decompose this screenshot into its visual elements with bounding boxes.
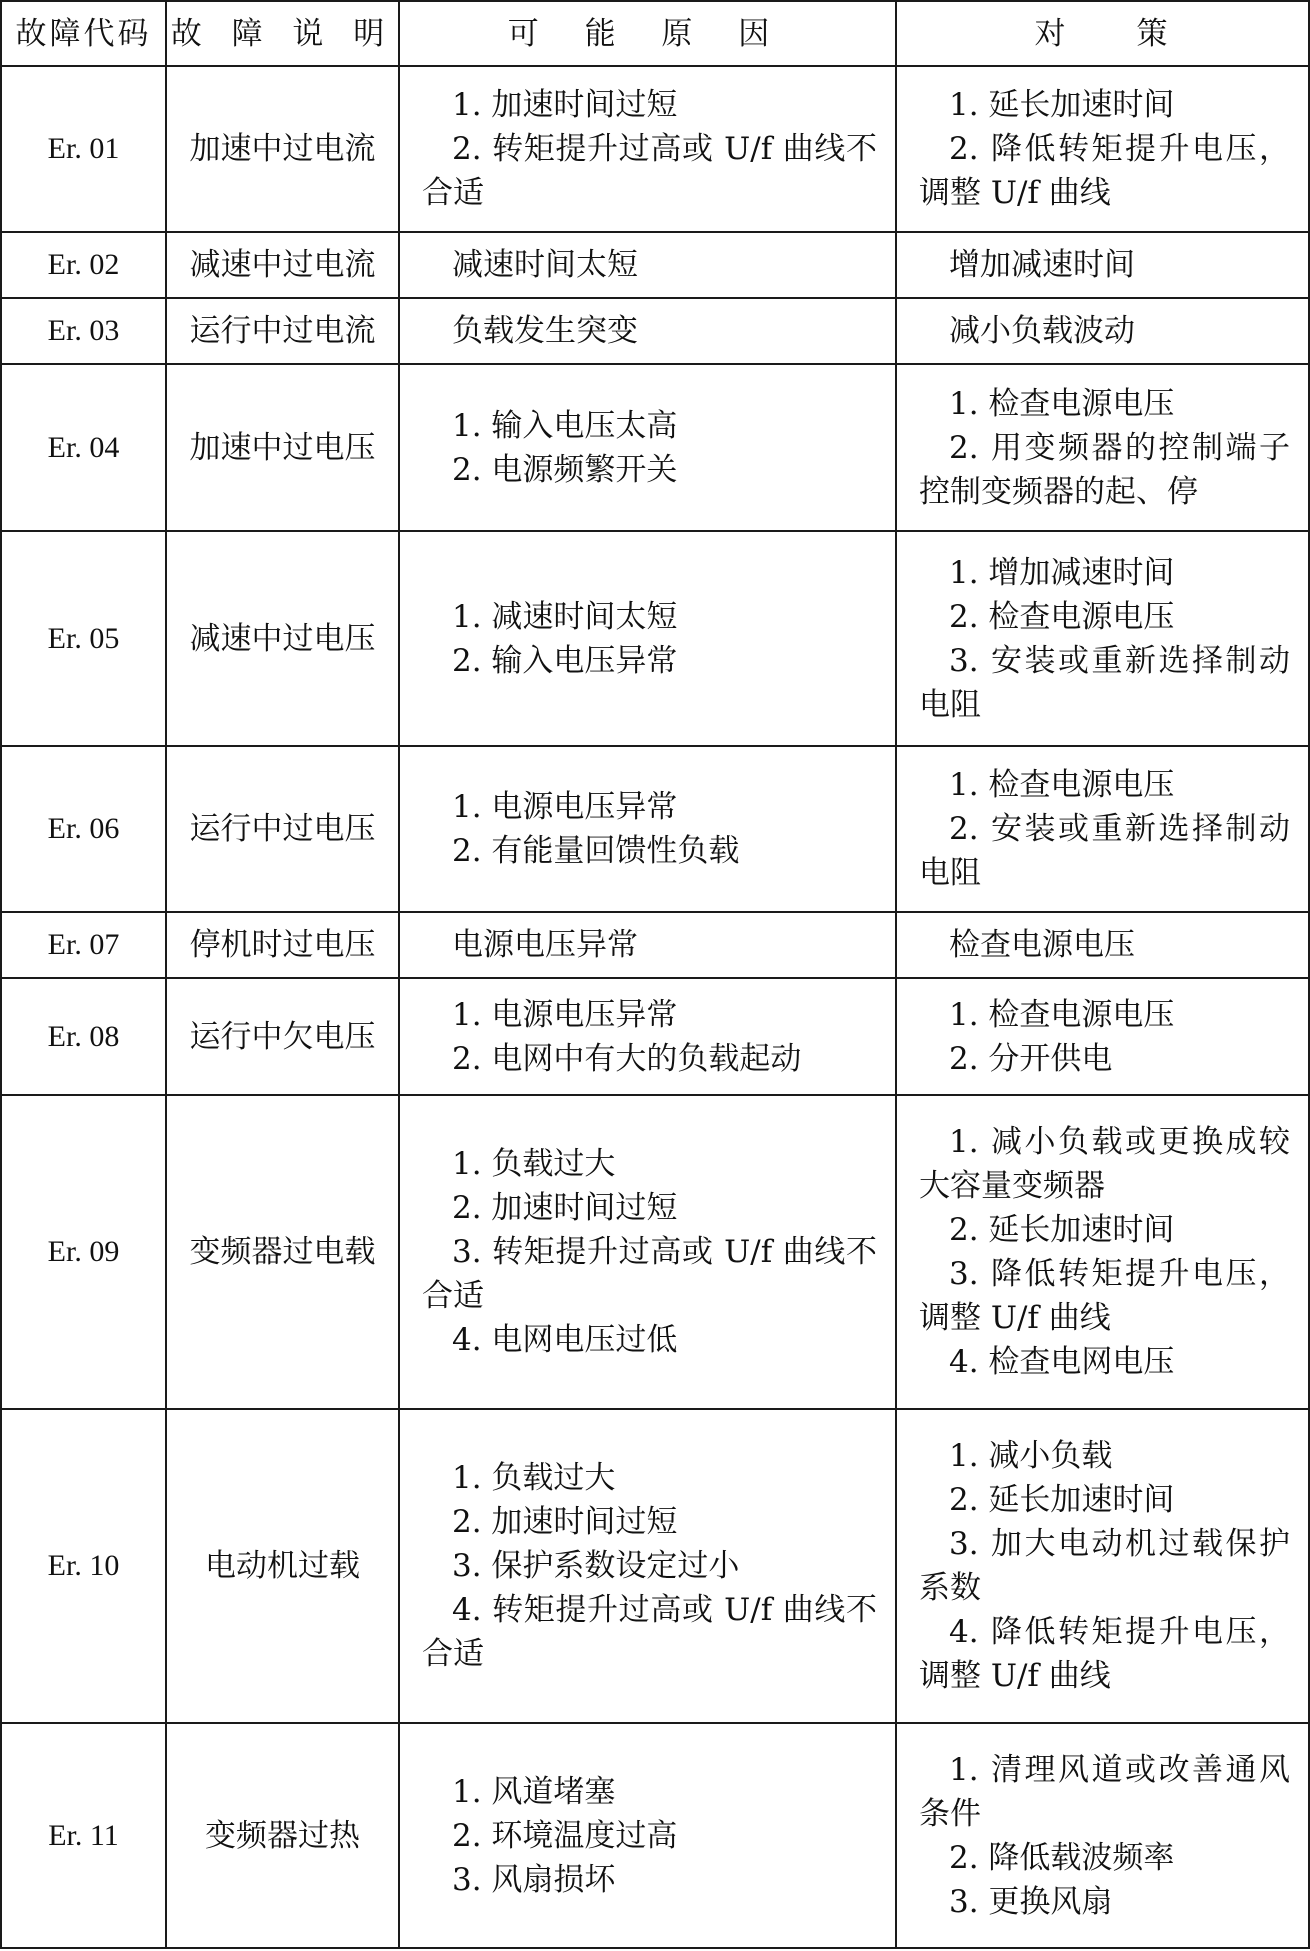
cause-item: 1. 风道堵塞 — [452, 1773, 616, 1810]
fault-code-cell: Er. 10 — [1, 1409, 166, 1723]
countermeasure-item: 1. 减小负载或更换成较大容量变频器 — [919, 1124, 1290, 1204]
countermeasure-cell — [896, 232, 1309, 298]
possible-cause-cell — [399, 912, 896, 978]
countermeasure-cell — [896, 531, 1309, 746]
possible-cause-cell — [399, 746, 896, 912]
cause-item: 1. 加速时间过短 — [452, 87, 678, 123]
cause-item: 2. 电源频繁开关 — [452, 451, 678, 488]
countermeasure-cell — [896, 66, 1309, 232]
fault-description-cell: 减速中过电流 — [166, 232, 399, 298]
countermeasure-item: 2. 用变频器的控制端子控制变频器的起、停 — [919, 429, 1290, 510]
fault-code-cell: Er. 02 — [1, 232, 166, 298]
possible-cause-cell — [399, 232, 896, 298]
table-row — [1, 364, 1309, 531]
cause-item: 电源电压异常 — [452, 927, 638, 963]
fault-description-cell: 运行中过电压 — [166, 746, 399, 912]
fault-code-cell: Er. 04 — [1, 364, 166, 531]
cause-item: 4. 电网电压过低 — [452, 1322, 678, 1358]
possible-cause-cell — [399, 978, 896, 1095]
table-row — [1, 978, 1309, 1095]
possible-cause-cell — [399, 1409, 896, 1723]
cause-item: 2. 转矩提升过高或 U/f 曲线不合适 — [422, 131, 877, 211]
countermeasure-cell — [896, 364, 1309, 531]
cause-item: 4. 转矩提升过高或 U/f 曲线不合适 — [422, 1592, 877, 1672]
countermeasure-item: 2. 分开供电 — [949, 1040, 1113, 1077]
cause-item: 1. 减速时间太短 — [452, 598, 678, 635]
countermeasure-item: 3. 加大电动机过载保护系数 — [919, 1526, 1290, 1606]
countermeasure-cell — [896, 1723, 1309, 1948]
possible-cause-cell — [399, 66, 896, 232]
countermeasure-item: 减小负载波动 — [949, 313, 1135, 349]
countermeasure-item: 2. 降低转矩提升电压，调整 U/f 曲线 — [919, 131, 1290, 211]
table-row — [1, 1723, 1309, 1948]
cause-item: 2. 电网中有大的负载起动 — [452, 1040, 802, 1077]
cause-item: 2. 环境温度过高 — [452, 1817, 678, 1854]
fault-code-cell: Er. 01 — [1, 66, 166, 232]
fault-code-cell: Er. 03 — [1, 298, 166, 364]
countermeasure-item: 2. 检查电源电压 — [949, 598, 1175, 635]
countermeasure-cell — [896, 912, 1309, 978]
cause-item: 3. 保护系数设定过小 — [452, 1548, 740, 1584]
fault-code-cell: Er. 07 — [1, 912, 166, 978]
fault-code-cell: Er. 08 — [1, 978, 166, 1095]
fault-code-cell: Er. 05 — [1, 531, 166, 746]
cause-item: 3. 转矩提升过高或 U/f 曲线不合适 — [422, 1234, 877, 1314]
possible-cause-cell — [399, 531, 896, 746]
countermeasure-cell — [896, 746, 1309, 912]
cause-item: 减速时间太短 — [452, 247, 638, 283]
countermeasure-item: 1. 减小负载 — [949, 1438, 1113, 1474]
countermeasure-item: 3. 更换风扇 — [949, 1883, 1113, 1920]
table-row — [1, 912, 1309, 978]
possible-cause-cell — [399, 1723, 896, 1948]
fault-description-cell: 减速中过电压 — [166, 531, 399, 746]
countermeasure-item: 2. 安装或重新选择制动电阻 — [919, 811, 1290, 891]
fault-description-cell: 加速中过电压 — [166, 364, 399, 531]
table-row — [1, 232, 1309, 298]
table-row — [1, 1409, 1309, 1723]
countermeasure-cell — [896, 1409, 1309, 1723]
table-row — [1, 1095, 1309, 1409]
countermeasure-item: 4. 检查电网电压 — [949, 1344, 1175, 1380]
possible-cause-cell — [399, 1095, 896, 1409]
table-row — [1, 746, 1309, 912]
cause-item: 2. 加速时间过短 — [452, 1504, 678, 1540]
fault-code-cell: Er. 09 — [1, 1095, 166, 1409]
header-fault-code: 故障代码 — [1, 1, 166, 66]
countermeasure-item: 1. 增加减速时间 — [949, 554, 1175, 591]
fault-description-cell: 运行中过电流 — [166, 298, 399, 364]
cause-item: 2. 加速时间过短 — [452, 1190, 678, 1226]
header-fault-description: 故 障 说 明 — [166, 1, 399, 66]
cause-item: 1. 负载过大 — [452, 1460, 616, 1496]
header-countermeasure: 对 策 — [896, 1, 1309, 66]
cause-item: 3. 风扇损坏 — [452, 1861, 616, 1898]
cause-item: 1. 电源电压异常 — [452, 996, 678, 1033]
countermeasure-item: 检查电源电压 — [949, 927, 1135, 963]
fault-description-cell: 电动机过载 — [166, 1409, 399, 1723]
table-row — [1, 531, 1309, 746]
countermeasure-item: 2. 降低载波频率 — [949, 1839, 1175, 1876]
countermeasure-item: 3. 安装或重新选择制动电阻 — [919, 642, 1290, 723]
header-row — [1, 1, 1309, 66]
possible-cause-cell — [399, 298, 896, 364]
countermeasure-item: 2. 延长加速时间 — [949, 1482, 1175, 1518]
fault-code-cell: Er. 06 — [1, 746, 166, 912]
cause-item: 负载发生突变 — [452, 313, 638, 349]
header-possible-cause: 可 能 原 因 — [399, 1, 896, 66]
cause-item: 1. 输入电压太高 — [452, 407, 678, 444]
cause-item: 1. 负载过大 — [452, 1146, 616, 1182]
table-row — [1, 298, 1309, 364]
countermeasure-item: 1. 检查电源电压 — [949, 385, 1175, 422]
fault-description-cell: 停机时过电压 — [166, 912, 399, 978]
fault-description-cell: 变频器过热 — [166, 1723, 399, 1948]
cause-item: 2. 输入电压异常 — [452, 642, 678, 679]
cause-item: 2. 有能量回馈性负载 — [452, 833, 740, 869]
countermeasure-item: 4. 降低转矩提升电压，调整 U/f 曲线 — [919, 1614, 1290, 1694]
countermeasure-item: 1. 延长加速时间 — [949, 87, 1175, 123]
table-body — [1, 66, 1309, 1948]
table-row — [1, 66, 1309, 232]
countermeasure-item: 2. 延长加速时间 — [949, 1212, 1175, 1248]
fault-description-cell: 变频器过电载 — [166, 1095, 399, 1409]
fault-code-cell: Er. 11 — [1, 1723, 166, 1948]
fault-description-cell: 加速中过电流 — [166, 66, 399, 232]
countermeasure-cell — [896, 298, 1309, 364]
possible-cause-cell — [399, 364, 896, 531]
fault-description-cell: 运行中欠电压 — [166, 978, 399, 1095]
countermeasure-item: 1. 清理风道或改善通风条件 — [919, 1751, 1290, 1832]
countermeasure-item: 1. 检查电源电压 — [949, 767, 1175, 803]
countermeasure-item: 1. 检查电源电压 — [949, 996, 1175, 1033]
countermeasure-item: 3. 降低转矩提升电压，调整 U/f 曲线 — [919, 1256, 1290, 1336]
countermeasure-cell — [896, 978, 1309, 1095]
cause-item: 1. 电源电压异常 — [452, 789, 678, 825]
countermeasure-cell — [896, 1095, 1309, 1409]
countermeasure-item: 增加减速时间 — [949, 247, 1135, 283]
